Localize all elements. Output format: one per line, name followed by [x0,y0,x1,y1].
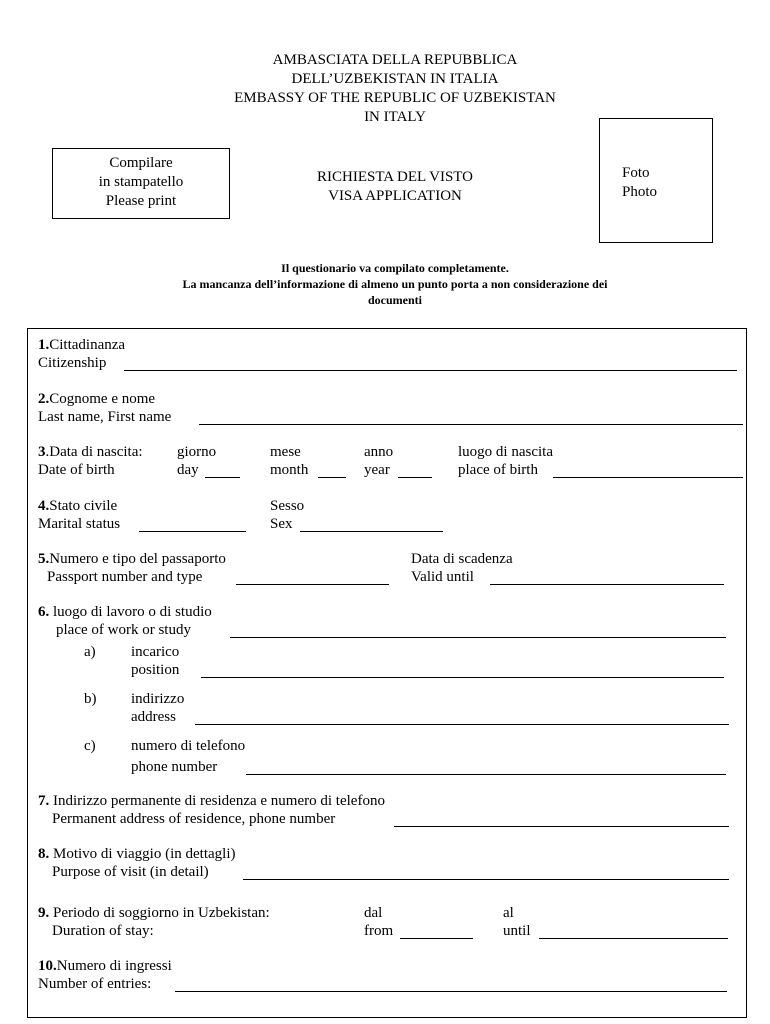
form-title-en: VISA APPLICATION [328,188,462,204]
work-address-input[interactable] [195,724,729,725]
stay-from-label-en: from [364,923,394,939]
field-9-label-it: 9. Periodo di soggiorno in Uzbekistan: [38,905,270,921]
field-5-label-it: 5.Numero e tipo del passaporto [38,551,226,567]
birth-place-label-en: place of birth [458,462,538,478]
field-2-label-it: 2.Cognome e nome [38,391,156,407]
field-3-label-it: 3.Data di nascita: [38,444,143,460]
birth-place-label-it: luogo di nascita [458,444,553,460]
field-10-label-en: Number of entries: [38,976,152,992]
passport-expiry-input[interactable] [490,584,724,585]
workplace-input[interactable] [230,637,726,638]
field-8-label-en: Purpose of visit (in detail) [52,864,209,880]
photo-label-it: Foto [622,165,650,181]
field-1-label-en: Citizenship [38,355,107,371]
field-7-label-en: Permanent address of residence, phone number [52,811,336,827]
birth-year-label-it: anno [364,444,394,460]
sex-label-en: Sex [270,516,293,532]
stay-until-input[interactable] [539,938,728,939]
name-input[interactable] [199,424,743,425]
birth-month-label-it: mese [270,444,301,460]
field-6c-label-it: numero di telefono [131,738,246,754]
field-6-label-en: place of work or study [56,622,191,638]
birth-day-input[interactable] [205,477,240,478]
print-box-line-3: Please print [105,193,177,209]
photo-box [599,118,713,243]
birth-year-label-en: year [364,462,390,478]
field-6c-label-en: phone number [131,759,218,775]
field-4-label-en: Marital status [38,516,121,532]
field-6a-label-it: incarico [131,644,180,660]
stay-from-label-it: dal [364,905,383,921]
instructions-line-1: Il questionario va compilato completamente. [281,261,509,275]
field-6a-label-en: position [131,662,180,678]
field-6b-marker: b) [84,691,97,707]
work-phone-input[interactable] [246,774,726,775]
field-6a-marker: a) [84,644,96,660]
embassy-name-it-2: DELL’UZBEKISTAN IN ITALIA [291,71,499,87]
birth-day-label-en: day [177,462,199,478]
sex-label-it: Sesso [270,498,305,514]
marital-status-input[interactable] [139,531,246,532]
print-box-line-2: in stampatello [98,174,184,190]
field-6-label-it: 6. luogo di lavoro o di studio [38,604,212,620]
passport-input[interactable] [236,584,389,585]
photo-label-en: Photo [622,184,658,200]
instructions-line-2: La mancanza dell’informazione di almeno un punto porta a non considerazione dei [182,277,608,291]
valid-until-label-it: Data di scadenza [411,551,513,567]
field-6b-label-en: address [131,709,176,725]
stay-until-label-it: al [503,905,514,921]
embassy-name-it-1: AMBASCIATA DELLA REPUBBLICA [272,52,518,68]
field-4-label-it: 4.Stato civile [38,498,118,514]
entries-input[interactable] [175,991,727,992]
print-instruction-box [52,148,230,219]
birth-month-label-en: month [270,462,309,478]
birth-year-input[interactable] [398,477,432,478]
embassy-name-en-1: EMBASSY OF THE REPUBLIC OF UZBEKISTAN [234,90,556,106]
field-6b-label-it: indirizzo [131,691,185,707]
field-7-label-it: 7. Indirizzo permanente di residenza e numero di telefono [38,793,385,809]
form-title-it: RICHIESTA DEL VISTO [316,169,474,185]
valid-until-label-en: Valid until [411,569,474,585]
citizenship-input[interactable] [124,370,737,371]
instructions-line-3: documenti [368,293,422,307]
field-8-label-it: 8. Motivo di viaggio (in dettagli) [38,846,236,862]
birth-month-input[interactable] [318,477,346,478]
birth-place-input[interactable] [553,477,743,478]
position-input[interactable] [201,677,724,678]
field-6c-marker: c) [84,738,96,754]
birth-day-label-it: giorno [177,444,217,460]
stay-until-label-en: until [503,923,531,939]
field-10-label-it: 10.Numero di ingressi [38,958,172,974]
field-9-label-en: Duration of stay: [52,923,154,939]
field-5-label-en: Passport number and type [47,569,203,585]
embassy-name-en-2: IN ITALY [364,109,426,125]
stay-from-input[interactable] [400,938,473,939]
print-box-line-1: Compilare [109,155,173,171]
purpose-input[interactable] [243,879,729,880]
field-1-label-it: 1.Cittadinanza [38,337,126,353]
permanent-address-input[interactable] [394,826,729,827]
field-2-label-en: Last name, First name [38,409,172,425]
sex-input[interactable] [300,531,443,532]
field-3-label-en: Date of birth [38,462,115,478]
